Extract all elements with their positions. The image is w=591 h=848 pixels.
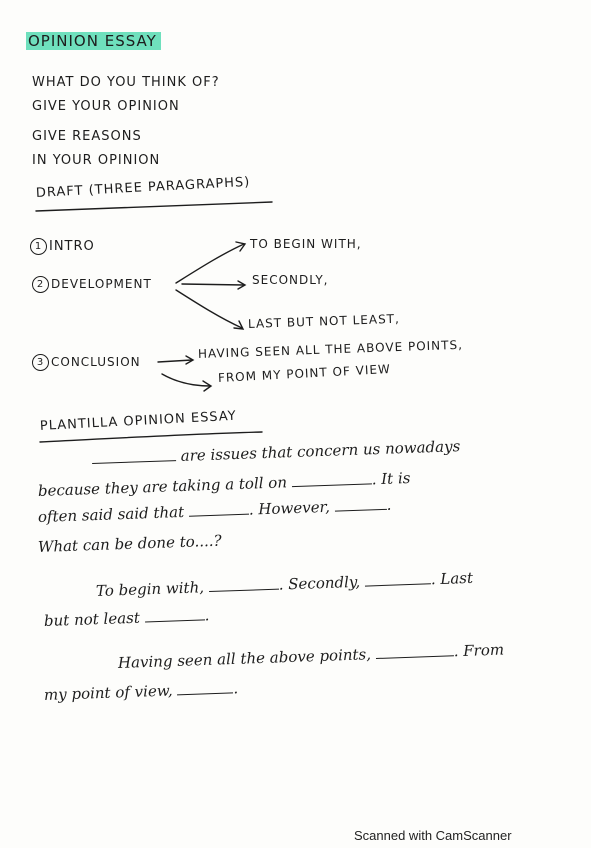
template-text: . From bbox=[453, 640, 505, 661]
template-text: are issues that concern us nowadays bbox=[180, 437, 461, 465]
template-heading: PLANTILLA OPINION ESSAY bbox=[39, 408, 238, 434]
connector-last: LAST BUT NOT LEAST, bbox=[247, 311, 401, 331]
arrow-to-begin bbox=[176, 244, 244, 283]
connector-having-seen: HAVING SEEN ALL THE ABOVE POINTS, bbox=[197, 337, 464, 361]
template-text: . bbox=[233, 679, 239, 698]
template-text: because they are taking a toll on bbox=[37, 473, 288, 500]
template-text: To begin with, bbox=[95, 578, 205, 600]
arrow-to-from-pov bbox=[162, 374, 210, 386]
section-label: INTRO bbox=[49, 239, 95, 254]
arrow-to-second bbox=[182, 284, 244, 285]
template-text: . bbox=[386, 495, 392, 514]
prompt-1: WHAT DO YOU THINK OF? bbox=[32, 75, 220, 90]
draft-underline bbox=[36, 202, 272, 211]
connector-second: SECONDLY, bbox=[252, 273, 329, 287]
template-text: often said said that bbox=[37, 502, 185, 526]
prompt-3: GIVE REASONS bbox=[32, 129, 142, 144]
template-text: Having seen all the above points, bbox=[117, 645, 372, 672]
template-text: . It is bbox=[371, 469, 411, 489]
number-circle: 2 bbox=[32, 276, 49, 293]
arrow-to-having-seen bbox=[158, 360, 192, 362]
number-circle: 1 bbox=[30, 238, 47, 255]
number-circle: 3 bbox=[32, 354, 49, 371]
template-text: . However, bbox=[248, 497, 331, 519]
template-text: but not least bbox=[43, 608, 141, 630]
template-heading-underline bbox=[40, 432, 262, 442]
page-title: OPINION ESSAY bbox=[26, 32, 161, 50]
template-text: . Last bbox=[430, 568, 474, 589]
connector-from-pov: FROM MY POINT OF VIEW bbox=[217, 361, 392, 385]
arrow-to-last bbox=[176, 290, 242, 328]
connector-begin: TO BEGIN WITH, bbox=[250, 237, 362, 251]
prompt-2: GIVE YOUR OPINION bbox=[32, 99, 180, 114]
template-text: . Secondly, bbox=[278, 572, 361, 594]
draft-heading: DRAFT (THREE PARAGRAPHS) bbox=[35, 174, 251, 201]
template-text: . bbox=[204, 606, 210, 625]
scanner-watermark: Scanned with CamScanner bbox=[354, 828, 512, 843]
section-label: DEVELOPMENT bbox=[51, 277, 152, 291]
template-line-4: What can be done to....? bbox=[37, 531, 222, 556]
section-label: CONCLUSION bbox=[51, 355, 141, 369]
template-text: my point of view, bbox=[43, 681, 173, 704]
prompt-4: IN YOUR OPINION bbox=[32, 153, 161, 168]
